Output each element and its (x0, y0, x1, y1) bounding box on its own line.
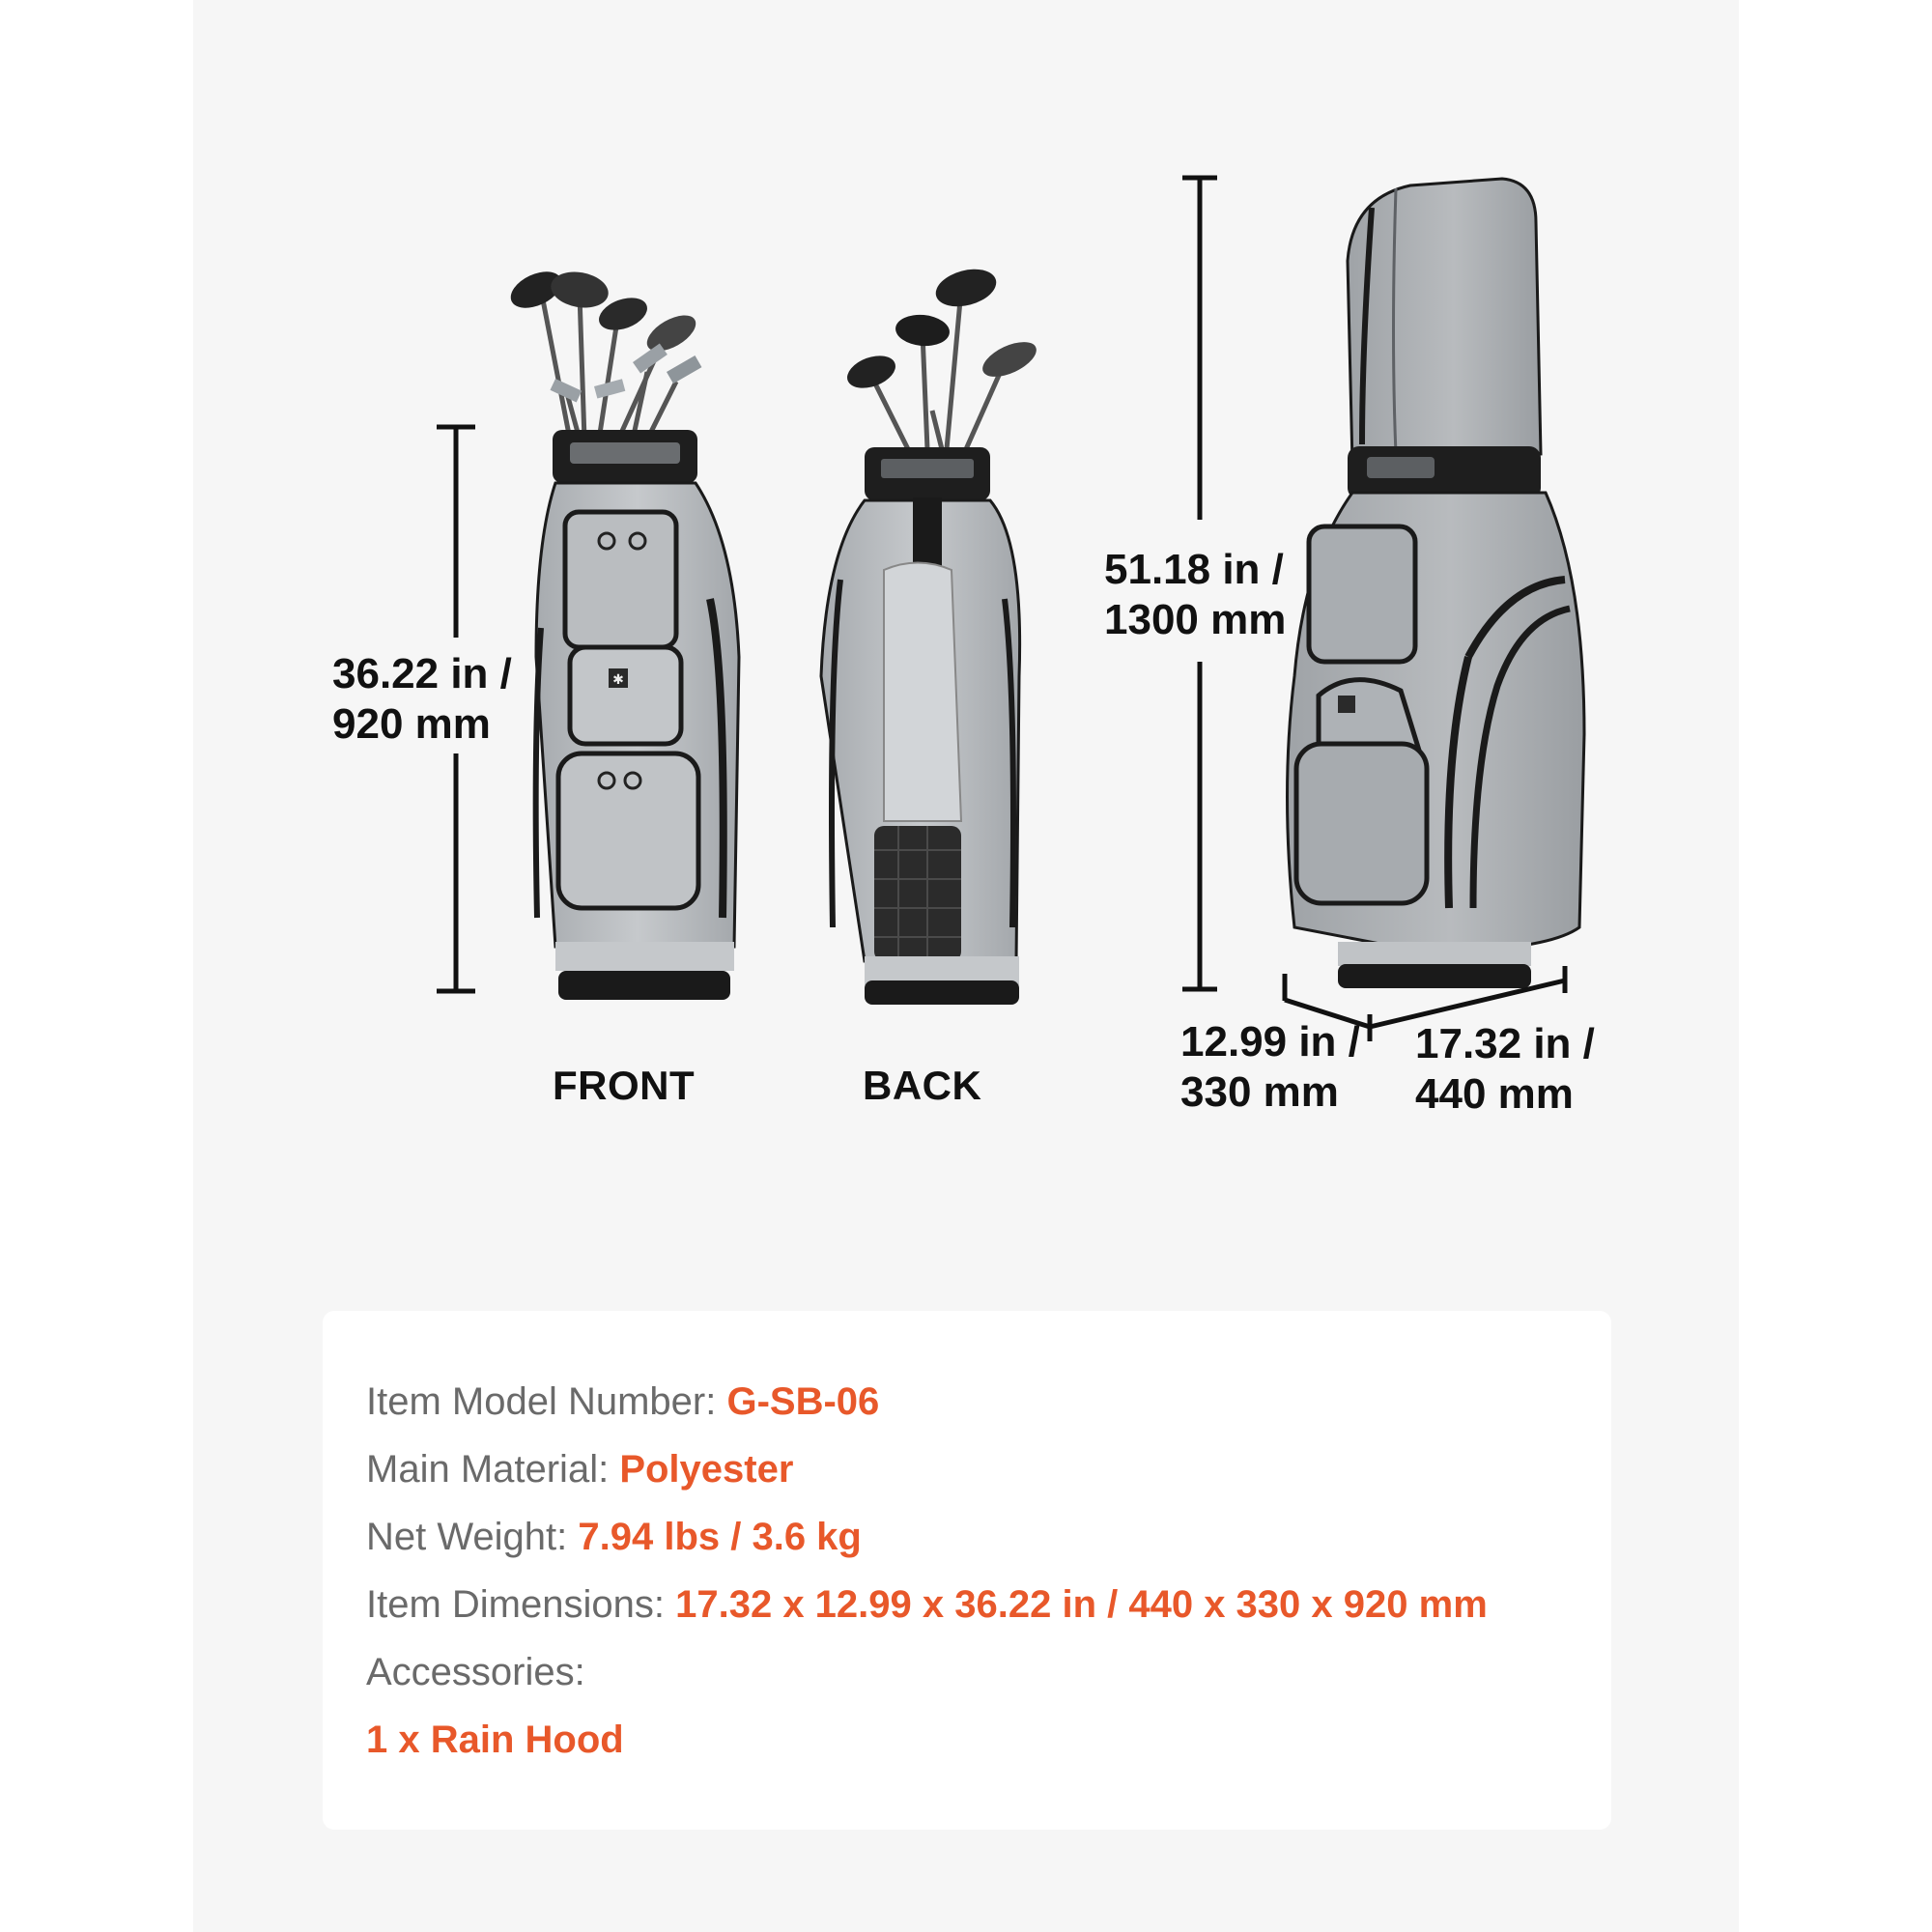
total-height-mm: 1300 mm (1104, 596, 1287, 643)
spec-material-value: Polyester (619, 1448, 794, 1491)
back-view-label: BACK (863, 1063, 982, 1108)
spec-dimensions-value: 17.32 x 12.99 x 36.22 in / 440 x 330 x 920 mm (675, 1583, 1488, 1626)
spec-dimensions-row (366, 1581, 1488, 1628)
back-golf-bag (821, 263, 1041, 1005)
spec-weight-value: 7.94 lbs / 3.6 kg (578, 1516, 862, 1558)
spec-model-row (366, 1378, 879, 1425)
spec-material-key: Main Material: (366, 1448, 620, 1491)
width-mm: 440 mm (1415, 1070, 1574, 1118)
spec-material-row (366, 1446, 793, 1492)
front-height-label (332, 649, 512, 750)
spec-model-key: Item Model Number: (366, 1380, 727, 1423)
spec-accessories-value: 1 x Rain Hood (366, 1719, 624, 1761)
front-club-heads (505, 265, 702, 403)
depth-mm: 330 mm (1180, 1068, 1339, 1116)
spec-model-value: G-SB-06 (726, 1380, 880, 1423)
width-inches: 17.32 in / (1415, 1020, 1595, 1067)
spec-dimensions-key: Item Dimensions: (366, 1583, 676, 1626)
total-height-label (1104, 545, 1286, 645)
front-view-label: FRONT (553, 1063, 696, 1108)
total-height-inches: 51.18 in / (1104, 546, 1284, 593)
specifications-card (323, 1311, 1611, 1830)
front-golf-bag (505, 265, 739, 1000)
svg-text:✱: ✱ (612, 672, 624, 688)
spec-accessories-value-row (366, 1717, 624, 1763)
spec-accessories-key: Accessories: (366, 1651, 585, 1693)
spec-weight-key: Net Weight: (366, 1516, 579, 1558)
depth-inches: 12.99 in / (1180, 1018, 1360, 1065)
width-label (1415, 1019, 1595, 1120)
depth-label (1180, 1017, 1360, 1118)
spec-weight-row (366, 1514, 862, 1560)
spec-accessories-row (366, 1649, 585, 1695)
front-height-mm: 920 mm (332, 700, 491, 748)
front-height-inches: 36.22 in / (332, 650, 512, 697)
side-golf-bag-with-hood (1288, 179, 1585, 988)
